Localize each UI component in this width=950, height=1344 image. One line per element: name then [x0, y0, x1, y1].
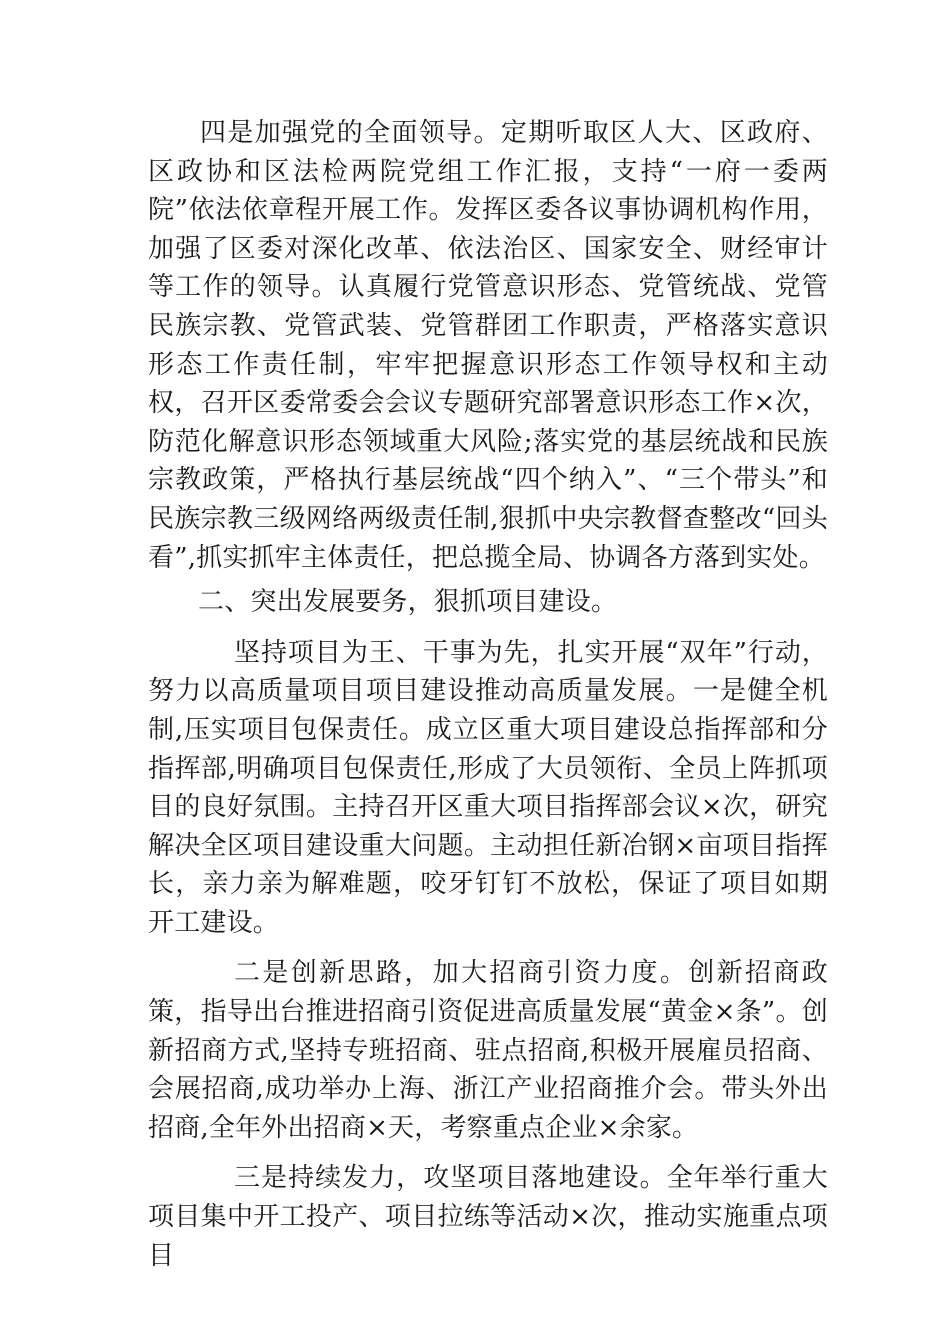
paragraph-investment-attraction: 二是创新思路，加大招商引资力度。创新招商政策，指导出台推进招商引资促进高质量发展“黄金×条”。创新招商方式,坚持专班招商、驻点招商,积极开展雇员招商、会展招商,成功举办上海、浙江产业招商推介会。带头外出招商,全年外出招商×天，考察重点企业×余家。 — [148, 958, 828, 1143]
paragraph-party-leadership: 四是加强党的全面领导。定期听取区人大、区政府、区政协和区法检两院党组工作汇报，支持“一府一委两院”依法依章程开展工作。发挥区委各议事协调机构作用，加强了区委对深化改革、依法治区、国家安全、财经审计等工作的领导。认真履行党管意识形态、党管统战、党管民族宗教、党管武装、党管群团工作职责，严格落实意识形态工作责任制，牢牢把握意识形态工作领导权和主动权，召开区委常委会会议专题研究部署意识形态工作×次，防范化解意识形态领域重大风险;落实党的基层统战和民族宗教政策，严格执行基层统战“四个纳入”、“三个带头”和民族宗教三级网络两级责任制,狠抓中央宗教督查整改“回头看”,抓实抓牢主体责任，把总揽全局、协调各方落到实处。 — [148, 118, 828, 573]
section-heading-development: 二、突出发展要务，狠抓项目建设。 — [198, 587, 618, 618]
paragraph-project-mechanism: 坚持项目为王、干事为先，扎实开展“双年”行动，努力以高质量项目项目建设推动高质量发展。一是健全机制,压实项目包保责任。成立区重大项目建设总指挥部和分指挥部,明确项目包保责任,形成了大员领衔、全员上阵抓项目的良好氛围。主持召开区重大项目指挥部会议×次，研究解决全区项目建设重大问题。主动担任新冶钢×亩项目指挥长，亲力亲为解难题，咬牙钉钉不放松，保证了项目如期开工建设。 — [148, 637, 828, 938]
document-body — [148, 114, 828, 1275]
paragraph-project-implementation: 三是持续发力，攻坚项目落地建设。全年举行重大项目集中开工投产、项目拉练等活动×次，推动实施重点项目 — [148, 1163, 828, 1271]
